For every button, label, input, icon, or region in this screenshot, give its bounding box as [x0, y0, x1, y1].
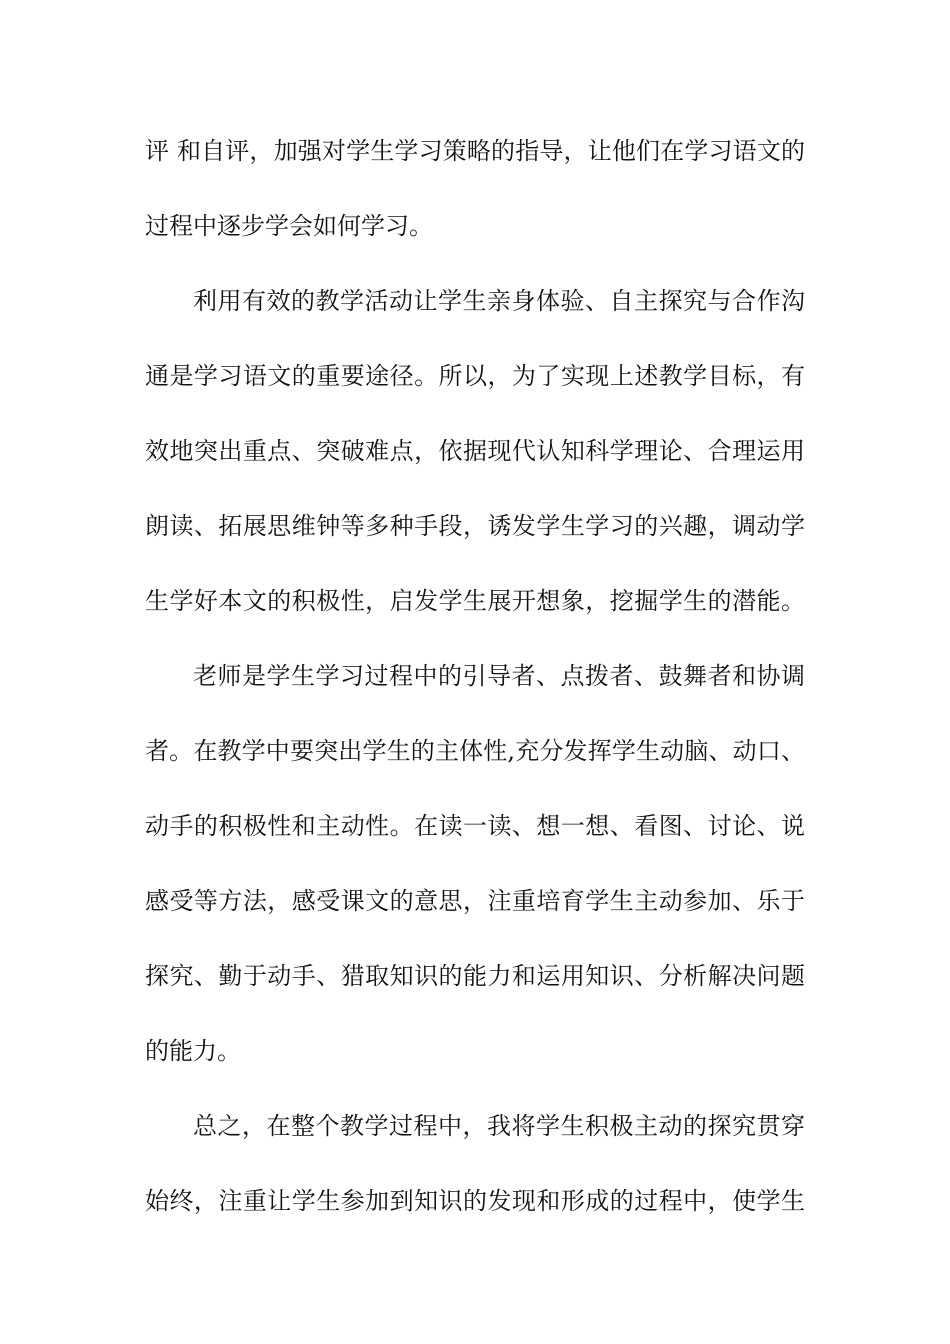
text-line-15: 始终，注重让学生参加到知识的发现和形成的过程中，使学生 [145, 1187, 805, 1215]
text-line-5: 效地突出重点、突破难点，依据现代认知科学理论、合理运用 [145, 437, 805, 465]
text-line-14: 总之，在整个教学过程中，我将学生积极主动的探究贯穿 [193, 1112, 805, 1140]
text-line-10: 动手的积极性和主动性。在读一读、想一想、看图、讨论、说 [145, 812, 805, 840]
text-line-7: 生学好本文的积极性，启发学生展开想象，挖掘学生的潜能。 [145, 587, 805, 615]
text-line-12: 探究、勤于动手、猎取知识的能力和运用知识、分析解决问题 [145, 962, 805, 990]
text-line-9: 者。在教学中要突出学生的主体性,充分发挥学生动脑、动口、 [145, 737, 805, 765]
text-line-11: 感受等方法，感受课文的意思，注重培育学生主动参加、乐于 [145, 887, 805, 915]
text-line-13: 的能力。 [145, 1037, 241, 1065]
text-line-6: 朗读、拓展思维钟等多种手段，诱发学生学习的兴趣，调动学 [145, 512, 805, 540]
text-line-2: 过程中逐步学会如何学习。 [145, 212, 433, 240]
text-line-3: 利用有效的教学活动让学生亲身体验、自主探究与合作沟 [193, 287, 805, 315]
text-line-1: 评 和自评，加强对学生学习策略的指导，让他们在学习语文的 [145, 137, 805, 165]
text-line-4: 通是学习语文的重要途径。所以，为了实现上述教学目标，有 [145, 362, 805, 390]
text-line-8: 老师是学生学习过程中的引导者、点拨者、鼓舞者和协调 [193, 662, 805, 690]
